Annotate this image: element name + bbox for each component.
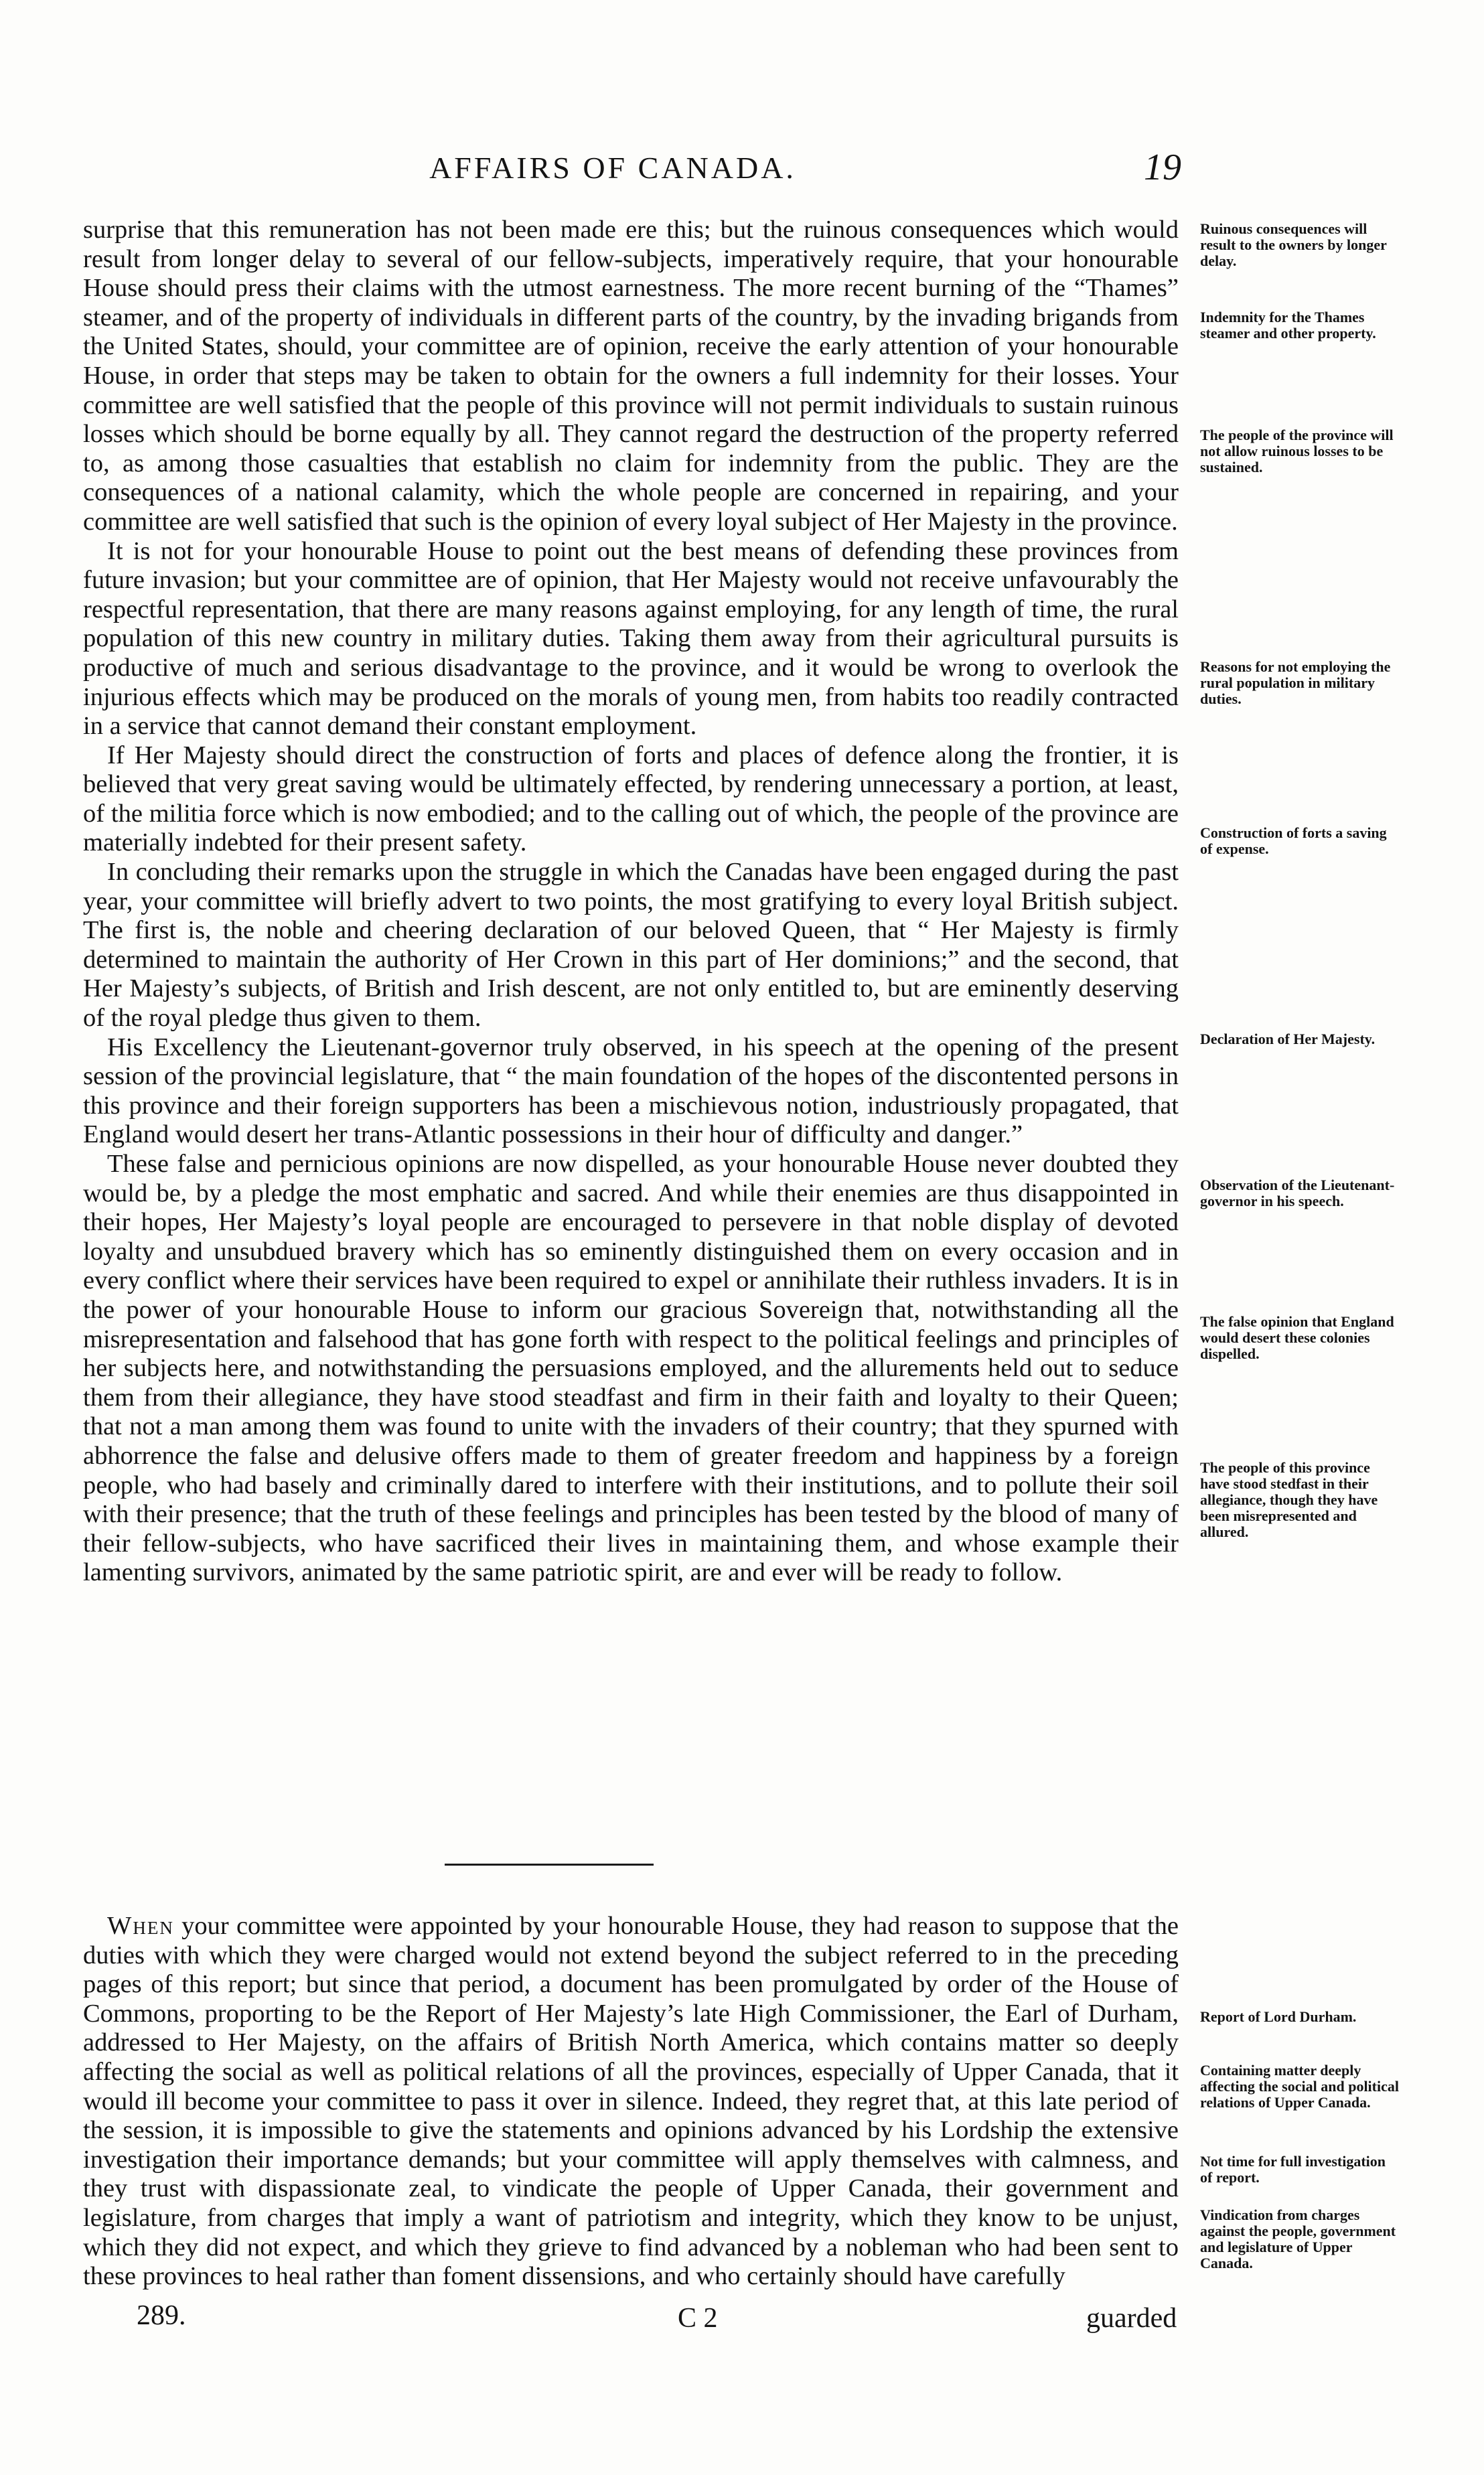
page-number: 19 [1144, 147, 1181, 188]
margin-note: Ruinous consequences will result to the owners by longer delay. [1200, 220, 1387, 269]
running-head [0, 146, 1484, 193]
paragraph: If Her Majesty should direct the construction of forts and places of defence along the frontier, it is believed that very great saving would be ultimately effected, by rendering unnecessary a portion, at least, of the militia force which is now embodied; and to the calling out of which, the people of the province are materially indebted for their present safety. [83, 741, 1179, 857]
paragraph: These false and pernicious opinions are now dispelled, as your honourable House never doubted they would be, by a pledge the most emphatic and sacred. And while their enemies are thus disappointed in their hopes, Her Majesty’s loyal people are encouraged to persevere in that noble display of devoted loyalty and unsubdued bravery which has so eminently distinguished them on every occasion and in every conflict where their services have been required to expel or annihilate their ruthless invaders. It is in the power of your honourable House to inform our gracious Sovereign that, notwithstanding all the misrepresentation and falsehood that has gone forth with respect to the political feelings and principles of her subjects here, and notwithstanding the persuasions employed, and the allurements held out to seduce them from their allegiance, they have stood steadfast and firm in their faith and loyalty to their Queen; that not a man among them was found to unite with the invaders of their country; that they spurned with abhorrence the false and delusive offers made to them of greater freedom and happiness by a foreign people, who had basely and criminally dared to interfere with their institutions, and to pollute their soil with their presence; that the truth of these feelings and principles has been tested by the blood of many of their fellow-subjects, who have sacrificed their lives in maintaining them, and whose example their lamenting survivors, animated by the same patriotic spirit, are and ever will be ready to follow. [83, 1150, 1179, 1587]
running-title: AFFAIRS OF CANADA. [429, 151, 796, 185]
lead-word: When [107, 1912, 174, 1940]
paragraph-text: your committee were appointed by your honourable House, they had reason to suppose that the duties with which they were charged would not extend beyond the subject referred to in the preceding pages of this report; but since that period, a document has been promulgated by order of the House of Commons, proporting to be the Report of Her Majesty’s late High Commissioner, the Earl of Durham, addressed to Her Majesty, on the affairs of British North America, which contains matter so deeply affecting the social as well as political relations of all the provinces, especially of Upper Canada, that it would ill become your committee to pass it over in silence. Indeed, they regret that, at this late period of the session, it is impossible to give the statements and opinions advanced by his Lordship the extensive investigation their importance demands; but your committee will apply themselves with calmness, and they trust with dispassionate zeal, to vindicate the people of Upper Canada, their government and legislature, from charges that imply a want of patriotism and integrity, which they know to be unjust, which they did not expect, and which they grieve to find advanced by a nobleman who had been sent to these provinces to heal rather than foment dissensions, and who certainly should have carefully [83, 1912, 1179, 2291]
margin-note: Not time for full investigation of report. [1200, 2153, 1386, 2186]
margin-note: The false opinion that England would desert these colonies dispelled. [1200, 1313, 1394, 1362]
margin-note: Construction of forts a saving of expense. [1200, 824, 1387, 857]
paragraph: surprise that this remuneration has not been made ere this; but the ruinous consequences which would result from longer delay to several of our fellow-subjects, imperatively require, that your honourable House should press their claims with the utmost earnestness. The more recent burning of the “Thames” steamer, and of the property of individuals in different parts of the country, by the invading brigands from the United States, should, your committee are of opinion, receive the early attention of your honourable House, in order that steps may be taken to obtain for the owners a full indemnity for their losses. Your committee are well satisfied that the people of this province will not permit individuals to sustain ruinous losses which should be borne equally by all. They cannot regard the destruction of the property referred to, as among those casualties that establish no claim for indemnity from the public. They are the consequences of a national calamity, which the whole people are concerned in repairing, and your committee are well satisfied that such is the opinion of every loyal subject of Her Majesty in the province. [83, 216, 1179, 536]
margin-note: Containing matter deeply affecting the social and political relations of Upper Canada. [1200, 2062, 1399, 2111]
paper-number: 289. [137, 2300, 186, 2331]
signature-mark: C 2 [678, 2303, 718, 2334]
page-footer [0, 2300, 1484, 2340]
margin-note: Declaration of Her Majesty. [1200, 1031, 1376, 1047]
margin-note: The people of this province have stood stedfast in their allegiance, though they have been misrepresented and allured. [1200, 1459, 1378, 1540]
paragraph: His Excellency the Lieutenant-governor truly observed, in his speech at the opening of the present session of the provincial legislature, that “ the main foundation of the hopes of the discontented persons in this province and their foreign supporters has been a mischievous notion, industriously propagated, that England would desert her trans-Atlantic possessions in their hour of difficulty and danger.” [83, 1033, 1179, 1149]
margin-note: The people of the province will not allow ruinous losses to be sustained. [1200, 427, 1394, 475]
margin-note: Vindication from charges against the people, government and legislature of Upper Canada. [1200, 2206, 1396, 2271]
section-divider [445, 1864, 654, 1866]
body-text-section-2 [83, 1912, 1179, 2292]
margin-note: Indemnity for the Thames steamer and other property. [1200, 309, 1376, 342]
margin-note: Report of Lord Durham. [1200, 2008, 1357, 2025]
paragraph: In concluding their remarks upon the struggle in which the Canadas have been engaged during the past year, your committee will briefly advert to two points, the most gratifying to every loyal British subject. The first is, the noble and cheering declaration of our beloved Queen, that “ Her Majesty is firmly determined to maintain the authority of Her Crown in this part of Her dominions;” and the second, that Her Majesty’s subjects, of British and Irish descent, are not only entitled to, but are eminently deserving of the royal pledge thus given to them. [83, 858, 1179, 1033]
paragraph: It is not for your honourable House to point out the best means of defending these provinces from future invasion; but your committee are of opinion, that Her Majesty would not receive unfavourably the respectful representation, that there are many reasons against employing, for any length of time, the rural population of this new country in military duties. Taking them away from their agricultural pursuits is productive of much and serious disadvantage to the province, and it would be wrong to overlook the injurious effects which may be produced on the morals of young men, from habits too readily contracted in a service that cannot demand their constant employment. [83, 536, 1179, 741]
body-text-section-1 [83, 216, 1179, 1588]
paragraph [83, 1912, 1179, 2292]
catchword: guarded [1086, 2303, 1177, 2334]
margin-note: Reasons for not employing the rural population in military duties. [1200, 658, 1391, 707]
margin-note: Observation of the Lieutenant-governor in his speech. [1200, 1177, 1395, 1209]
